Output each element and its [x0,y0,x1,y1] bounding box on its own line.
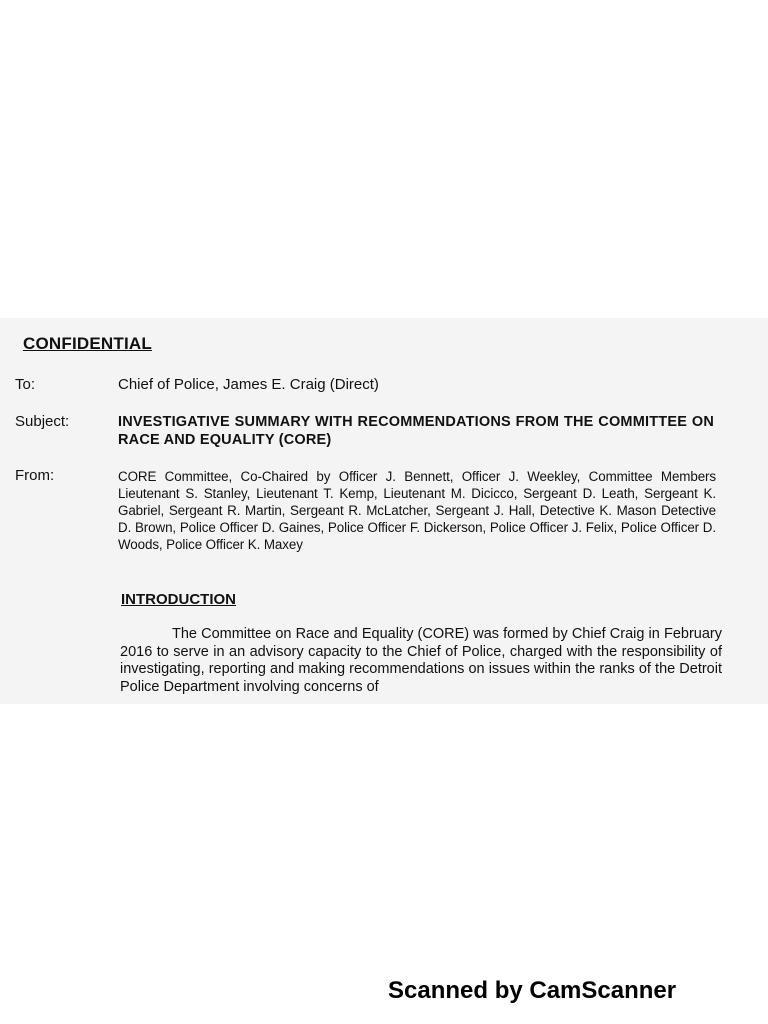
subject-label: Subject: [15,413,70,430]
to-value: Chief of Police, James E. Craig (Direct) [118,376,379,393]
introduction-paragraph: The Committee on Race and Equality (CORE) was formed by Chief Craig in February 2016 to serve in an advisory capacity to the Chief of Police, charged with the responsibility of investigating, reporting and making recommendations on issues within the ranks of the Detroit Police Department involving concerns of [120,626,722,695]
scanned-document-page [0,318,768,704]
camscanner-watermark: Scanned by CamScanner [388,977,677,1004]
from-value: CORE Committee, Co-Chaired by Officer J. Bennett, Officer J. Weekley, Committee Members Lieutenant S. Stanley, Lieutenant T. Kemp, Lieutenant M. Dicicco, Sergeant D. Leath, Sergeant K. Gabriel, Sergeant R. Martin, Sergeant R. McLatcher, Sergeant J. Hall, Detective K. Mason Detective D. Brown, Police Officer D. Gaines, Police Officer F. Dickerson, Police Officer J. Felix, Police Officer D. Woods, Police Officer K. Maxey [118,469,716,552]
from-label: From: [15,467,55,484]
confidential-heading: CONFIDENTIAL [23,334,152,353]
introduction-heading: INTRODUCTION [121,591,236,608]
subject-value: INVESTIGATIVE SUMMARY WITH RECOMMENDATIONS FROM THE COMMITTEE ON RACE AND EQUALITY (CORE) [118,414,714,448]
to-label: To: [15,376,36,393]
